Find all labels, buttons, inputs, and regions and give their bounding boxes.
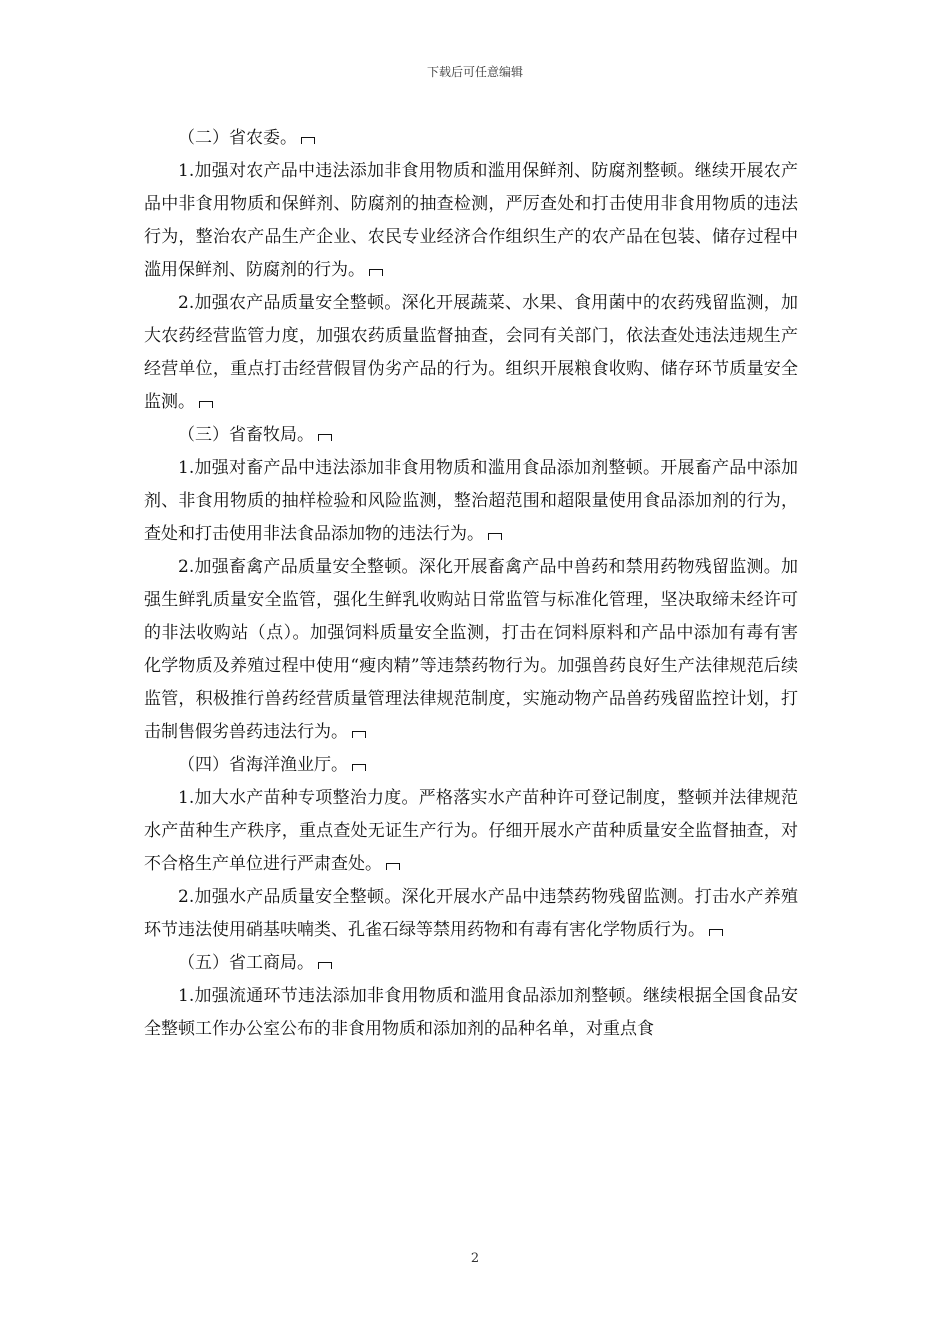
paragraph-mark-icon <box>199 401 213 408</box>
paragraph-text: （三）省畜牧局。 <box>178 425 314 445</box>
paragraph-text: 2.加强水产品质量安全整顿。深化开展水产品中违禁药物残留监测。打击水产养殖环节违法使用硝基呋喃类、孔雀石绿等禁用药物和有毒有害化学物质行为。 <box>144 887 798 940</box>
paragraph <box>144 782 798 881</box>
paragraph-text: （五）省工商局。 <box>178 953 314 973</box>
paragraph <box>144 881 798 947</box>
paragraph <box>144 980 798 1046</box>
paragraph-text: 2.加强农产品质量安全整顿。深化开展蔬菜、水果、食用菌中的农药残留监测，加大农药经营监管力度，加强农药质量监督抽查，会同有关部门，依法查处违法违规生产经营单位，重点打击经营假冒伪劣产品的行为。组织开展粮食收购、储存环节质量安全监测。 <box>144 293 798 412</box>
paragraph <box>144 155 798 287</box>
paragraph-mark-icon <box>318 962 332 969</box>
paragraph-text: 1.加大水产苗种专项整治力度。严格落实水产苗种许可登记制度，整顿并法律规范水产苗种生产秩序，重点查处无证生产行为。仔细开展水产苗种质量安全监督抽查，对不合格生产单位进行严肃查处。 <box>144 788 798 874</box>
paragraph-text: 1.加强对畜产品中违法添加非食用物质和滥用食品添加剂整顿。开展畜产品中添加剂、非食用物质的抽样检验和风险监测，整治超范围和超限量使用食品添加剂的行为，查处和打击使用非法食品添加物的违法行为。 <box>144 458 798 544</box>
paragraph-mark-icon <box>488 533 502 540</box>
section-heading-ocean-fisheries <box>144 749 798 782</box>
paragraph-mark-icon <box>301 137 315 144</box>
section-heading-industry-commerce <box>144 947 798 980</box>
paragraph-text: 1.加强对农产品中违法添加非食用物质和滥用保鲜剂、防腐剂整顿。继续开展农产品中非食用物质和保鲜剂、防腐剂的抽查检测，严厉查处和打击使用非食用物质的违法行为，整治农产品生产企业、农民专业经济合作组织生产的农产品在包装、储存过程中滥用保鲜剂、防腐剂的行为。 <box>144 161 798 280</box>
paragraph-text: （四）省海洋渔业厅。 <box>178 755 348 775</box>
paragraph-mark-icon <box>352 731 366 738</box>
paragraph-mark-icon <box>386 863 400 870</box>
paragraph-text: （二）省农委。 <box>178 128 297 148</box>
paragraph <box>144 452 798 551</box>
paragraph-mark-icon <box>369 269 383 276</box>
section-heading-animal-husbandry <box>144 419 798 452</box>
paragraph-text: 2.加强畜禽产品质量安全整顿。深化开展畜禽产品中兽药和禁用药物残留监测。加强生鲜乳质量安全监管，强化生鲜乳收购站日常监管与标准化管理，坚决取缔未经许可的非法收购站（点）。加强饲料质量安全监测，打击在饲料原料和产品中添加有毒有害化学物质及养殖过程中使用“瘦肉精”等违禁药物行为。加强兽药良好生产法律规范后续监管，积极推行兽药经营质量管理法律规范制度，实施动物产品兽药残留监控计划，打击制售假劣兽药违法行为。 <box>144 557 798 742</box>
paragraph <box>144 551 798 749</box>
paragraph-mark-icon <box>318 434 332 441</box>
page-header: 下载后可任意编辑 <box>426 65 523 79</box>
document-body <box>144 122 798 1046</box>
paragraph <box>144 287 798 419</box>
paragraph-mark-icon <box>709 929 723 936</box>
section-heading-agriculture <box>144 122 798 155</box>
paragraph-text: 1.加强流通环节违法添加非食用物质和滥用食品添加剂整顿。继续根据全国食品安全整顿工作办公室公布的非食用物质和添加剂的品种名单，对重点食 <box>144 986 798 1039</box>
paragraph-mark-icon <box>352 764 366 771</box>
page-number: 2 <box>470 1251 480 1266</box>
